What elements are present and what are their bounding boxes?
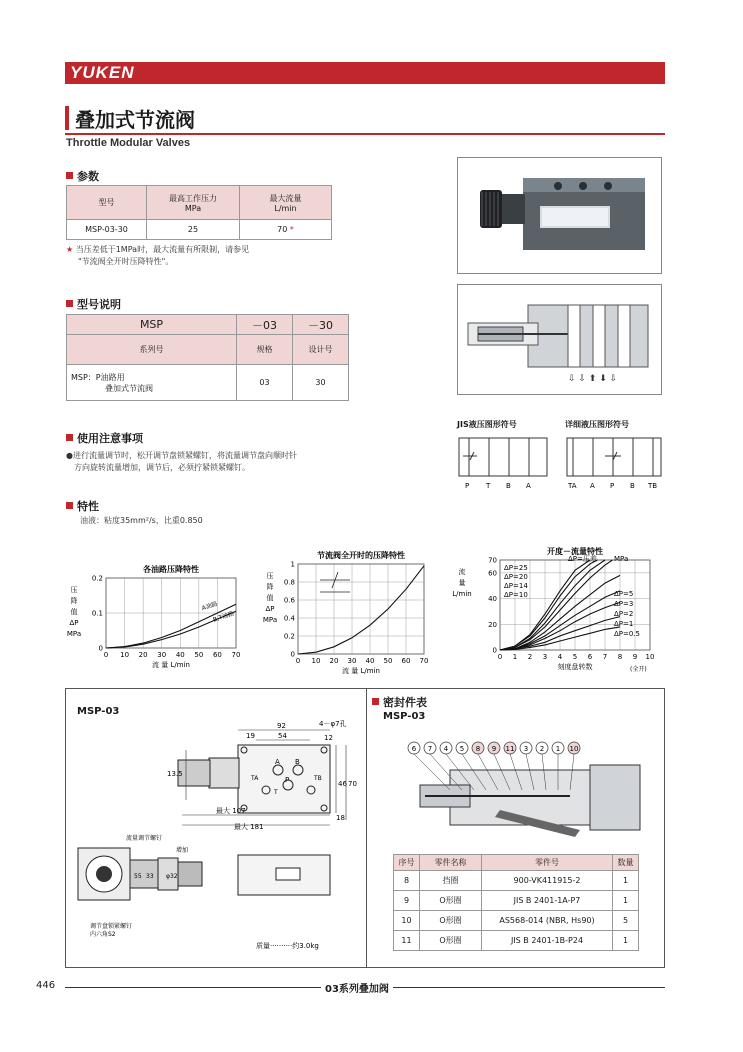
section-seal: 密封件表 <box>372 694 427 710</box>
label-dial-screw: 流量调节螺钉 <box>126 835 163 842</box>
seal-header-no: 序号 <box>394 855 420 871</box>
dim-54: 54 <box>278 732 287 740</box>
code-series: MSP <box>67 315 237 335</box>
y-tick-label: 0.1 <box>91 609 103 618</box>
series-label: ΔP=25 <box>504 564 528 572</box>
x-tick-label: 0 <box>295 657 301 665</box>
value-size: 03 <box>237 365 293 401</box>
series-label: ΔP=1 <box>614 620 634 628</box>
svg-text:2: 2 <box>539 745 545 753</box>
port-t: T <box>274 789 278 796</box>
header-model: 型号 <box>67 186 147 220</box>
dim-13-5: 13.5 <box>167 770 183 778</box>
section-params: 参数 <box>66 168 99 184</box>
y-tick-label: 0.4 <box>283 614 295 623</box>
cell-pressure: 25 <box>147 220 240 240</box>
code-design: －30 <box>293 315 349 335</box>
y-axis-label: 压 <box>266 572 274 580</box>
x-tick-label: 10 <box>645 653 655 661</box>
dim-phi32: φ32 <box>166 873 178 880</box>
x-tick-label: 2 <box>527 653 533 661</box>
svg-text:1: 1 <box>555 745 561 753</box>
drawing-title: MSP-03 <box>77 706 120 717</box>
y-axis-label: ΔP <box>265 605 275 613</box>
y-tick-label: 1 <box>290 560 295 569</box>
code-size: －03 <box>237 315 293 335</box>
y-axis-label: 量 <box>458 579 466 587</box>
svg-text:11: 11 <box>505 745 515 753</box>
dim-max181: 最大 181 <box>234 823 264 831</box>
series-label: ΔP=10 <box>504 591 528 599</box>
label-design: 设计号 <box>293 335 349 365</box>
oil-note: 油液：粘度35mm²/s，比重0.850 <box>80 516 203 525</box>
table-row: 8 挡圈 900-VK411915-2 1 <box>394 871 639 891</box>
series-label-bt: B,T油路 <box>212 610 235 624</box>
detail-port-tb: TB <box>648 482 658 490</box>
y-tick-label: 40 <box>488 595 497 604</box>
y-tick-label: 0.8 <box>283 578 295 587</box>
dim-46: 46 <box>338 780 347 788</box>
symbol-detail-title: 详细液压图形符号 <box>565 420 629 429</box>
label-size: 规格 <box>237 335 293 365</box>
detail-port-ta: TA <box>568 482 577 490</box>
cell-flow: 70 * <box>240 220 332 240</box>
dim-92: 92 <box>277 722 286 730</box>
dim-18: 18 <box>336 814 345 822</box>
dim-19: 19 <box>246 732 255 740</box>
x-tick-label: 4 <box>557 653 563 661</box>
svg-text:3: 3 <box>523 745 529 753</box>
y-axis-label: L/min <box>452 590 472 598</box>
dimension-drawing <box>66 690 366 968</box>
dim-70: 70 <box>348 780 357 788</box>
cell-model: MSP-03-30 <box>67 220 147 240</box>
jis-port-b: B <box>506 482 511 490</box>
svg-text:⇩ ⇩ ⬆ ⬇ ⇩: ⇩ ⇩ ⬆ ⬇ ⇩ <box>568 374 618 384</box>
y-tick-label: 0 <box>492 646 497 655</box>
y-axis-label: 降 <box>70 597 78 605</box>
page-title: 叠加式节流阀 <box>75 108 195 132</box>
legend-title: ΔP=压差 <box>568 555 597 563</box>
series-label-a: A油路 <box>201 600 219 613</box>
x-tick-label: 60 <box>401 657 411 665</box>
x-tick-label: 8 <box>617 653 623 661</box>
x-axis-label: 刻度盘转数 <box>557 663 593 671</box>
x-tick-label: 30 <box>157 651 167 659</box>
x-axis-label: 流 量 L/min <box>152 661 190 669</box>
x-end-label: (全开) <box>630 666 647 673</box>
label-series: 系列号 <box>67 335 237 365</box>
series-label: ΔP=5 <box>614 590 634 598</box>
x-tick-label: 20 <box>329 657 339 665</box>
x-tick-label: 40 <box>175 651 185 659</box>
params-table <box>66 185 332 240</box>
svg-text:7: 7 <box>427 745 433 753</box>
jis-port-a: A <box>526 482 531 490</box>
cutaway-drawing <box>457 284 662 395</box>
y-tick-label: 0.2 <box>91 574 103 583</box>
y-tick-label: 0 <box>290 650 295 659</box>
series-label: ΔP=0.5 <box>614 630 641 638</box>
chart-title: 节流阀全开时的压降特性 <box>317 551 405 560</box>
x-tick-label: 0 <box>497 653 503 661</box>
y-axis-label: MPa <box>262 616 278 624</box>
chart-pressure-drop <box>66 540 246 670</box>
detail-port-a: A <box>590 482 595 490</box>
label-increase: 增加 <box>176 847 189 854</box>
x-axis-label: 流 量 L/min <box>342 667 380 675</box>
dim-55: 55 <box>134 873 142 880</box>
dim-max107: 最大 107 <box>216 807 246 815</box>
svg-text:6: 6 <box>411 745 417 753</box>
port-a: A <box>275 758 280 766</box>
chart-title: 各油路压降特性 <box>143 565 199 574</box>
hydraulic-symbols <box>455 434 665 494</box>
port-ta: TA <box>251 775 259 782</box>
label-lock-screw2: 内六角S2 <box>90 931 116 938</box>
series-label: ΔP=3 <box>614 600 634 608</box>
detail-port-b: B <box>630 482 635 490</box>
y-axis-label: 值 <box>70 608 78 616</box>
x-tick-label: 50 <box>383 657 393 665</box>
series-line <box>106 604 236 648</box>
footer-title: 03系列叠加阀 <box>321 980 393 995</box>
chart-fullopen-drop <box>260 540 435 675</box>
y-axis-label: ΔP <box>69 619 79 627</box>
y-tick-label: 0 <box>98 644 103 653</box>
x-tick-label: 70 <box>419 657 429 665</box>
x-tick-label: 20 <box>138 651 148 659</box>
table-row: 9 O形圈 JIS B 2401-1A-P7 1 <box>394 891 639 911</box>
label-lock-screw1: 调节盘锁紧螺钉 <box>90 923 133 930</box>
plot-frame <box>298 564 424 654</box>
x-tick-label: 30 <box>347 657 357 665</box>
dim-33: 33 <box>146 873 154 880</box>
section-usage: 使用注意事项 <box>66 430 143 446</box>
seal-header-qty: 数量 <box>613 855 639 871</box>
table-row: 11 O形圈 JIS B 2401-1B-P24 1 <box>394 931 639 951</box>
y-tick-label: 0.2 <box>283 632 295 641</box>
x-tick-label: 60 <box>212 651 222 659</box>
dim-4hole: 4－φ7孔 <box>319 720 347 728</box>
y-tick-label: 20 <box>488 620 497 629</box>
x-tick-label: 0 <box>103 651 109 659</box>
legend-unit: MPa <box>614 555 629 563</box>
symbol-jis-title: JIS液压图形符号 <box>457 420 517 429</box>
y-axis-label: MPa <box>66 630 82 638</box>
seal-header-part: 零件号 <box>482 855 613 871</box>
x-tick-label: 6 <box>587 653 593 661</box>
header-flow: 最大流量 L/min <box>240 186 332 220</box>
section-characteristics: 特性 <box>66 498 99 514</box>
svg-text:9: 9 <box>491 745 497 753</box>
y-axis-label: 流 <box>458 568 466 576</box>
seal-table <box>393 854 639 951</box>
y-axis-label: 压 <box>70 586 78 594</box>
x-tick-label: 9 <box>632 653 638 661</box>
title-rule <box>65 133 665 135</box>
model-table <box>66 314 349 401</box>
dim-12: 12 <box>324 734 333 742</box>
usage-note: ●进行流量调节时，松开调节盘锁紧螺钉，将流量调节盘向顺时针 方向旋转流量增加，调节后，必须拧紧锁紧螺钉。 <box>66 451 297 472</box>
jis-port-t: T <box>486 482 491 490</box>
params-note: ★ 当压差低于1MPa时，最大流量有所限制，请参见 "节流阀全开时压降特性"。 <box>66 245 250 266</box>
chart-opening-flow <box>448 530 663 675</box>
y-axis-label: 值 <box>266 594 274 602</box>
value-design: 30 <box>293 365 349 401</box>
x-tick-label: 40 <box>365 657 375 665</box>
port-b: B <box>295 758 300 766</box>
seal-header-name: 零件名称 <box>420 855 482 871</box>
brand-logo: YUKEN <box>70 63 135 82</box>
page-number: 446 <box>36 980 56 991</box>
svg-text:4: 4 <box>443 745 449 753</box>
chart-title: 开度－流量特性 <box>547 547 603 556</box>
y-tick-label: 70 <box>488 556 497 565</box>
svg-text:10: 10 <box>569 745 579 753</box>
x-tick-label: 50 <box>194 651 204 659</box>
weight: 质量··········约3.0kg <box>256 942 319 950</box>
series-label: ΔP=2 <box>614 610 634 618</box>
header-pressure: 最高工作压力 MPa <box>147 186 240 220</box>
port-tb: TB <box>314 775 322 782</box>
y-axis-label: 降 <box>266 583 274 591</box>
detail-port-p: P <box>610 482 615 490</box>
page-subtitle: Throttle Modular Valves <box>66 137 191 149</box>
title-mark <box>65 106 69 130</box>
svg-text:5: 5 <box>459 745 465 753</box>
y-tick-label: 0.6 <box>283 596 295 605</box>
y-tick-label: 60 <box>488 569 497 578</box>
seal-drawing <box>370 735 662 850</box>
seal-title: MSP-03 <box>383 711 426 722</box>
section-model: 型号说明 <box>66 296 121 312</box>
x-tick-label: 5 <box>572 653 578 661</box>
port-p: P <box>285 776 290 784</box>
series-label: ΔP=14 <box>504 582 528 590</box>
series-label: ΔP=20 <box>504 573 528 581</box>
x-tick-label: 7 <box>602 653 608 661</box>
brand-bar <box>65 62 665 84</box>
product-photo <box>457 157 662 274</box>
series-line <box>298 566 424 654</box>
x-tick-label: 10 <box>311 657 321 665</box>
desc-series: MSP：P油路用 叠加式节流阀 <box>67 365 237 401</box>
svg-text:8: 8 <box>475 745 481 753</box>
jis-port-p: P <box>465 482 470 490</box>
x-tick-label: 1 <box>512 653 518 661</box>
x-tick-label: 10 <box>120 651 130 659</box>
table-row: 10 O形圈 AS568-014 (NBR, Hs90) 5 <box>394 911 639 931</box>
x-tick-label: 70 <box>231 651 241 659</box>
x-tick-label: 3 <box>542 653 548 661</box>
